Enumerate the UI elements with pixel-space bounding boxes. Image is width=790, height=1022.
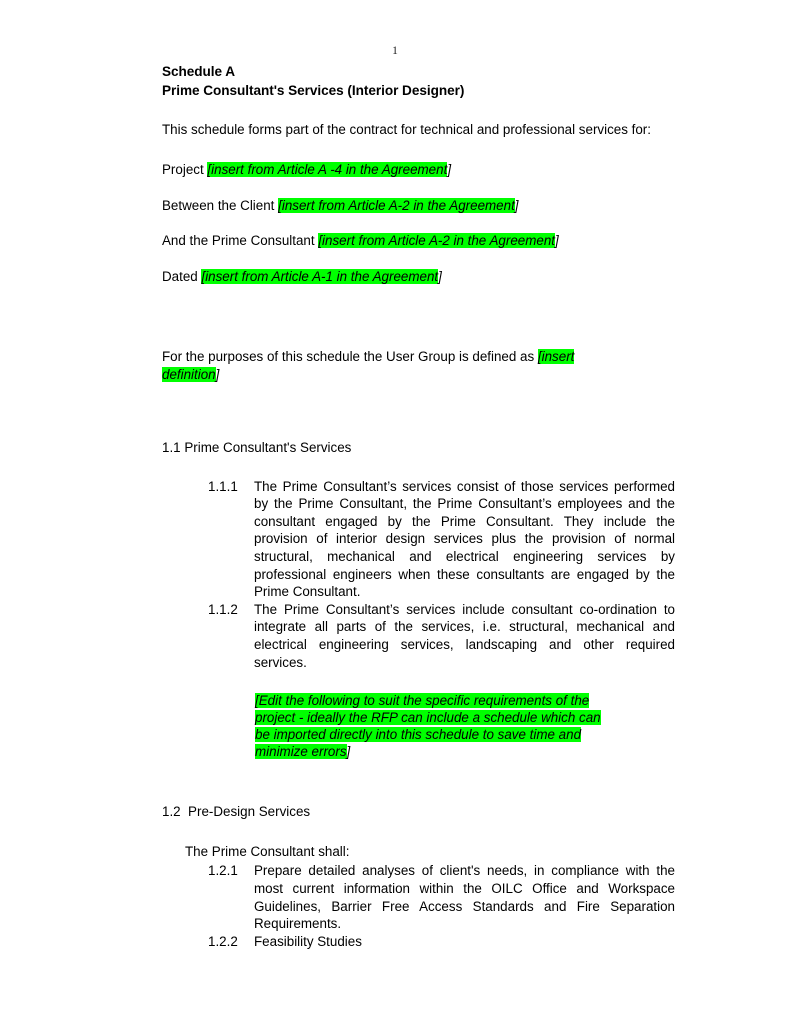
clause-1-2-1 — [162, 862, 675, 932]
clause-text: Feasibility Studies — [254, 933, 362, 949]
party-line-client — [162, 197, 675, 215]
party-label: Dated — [162, 269, 202, 285]
user-group-lead-text: For the purposes of this schedule the User Group is defined as — [162, 348, 538, 364]
note-line-3: be imported directly into this schedule to save time and — [255, 726, 582, 742]
note-line-1: [Edit the following to suit the specific requirements of the — [255, 693, 590, 709]
section-heading-1-1: 1.1 Prime Consultant's Services — [162, 439, 352, 455]
placeholder-highlight-user-group-cont[interactable]: definition — [162, 366, 216, 382]
clause-number: 1.1.1 — [208, 478, 238, 494]
page-title — [162, 62, 675, 100]
note-closing-bracket: ] — [346, 743, 351, 759]
clause-1-1-1 — [162, 478, 675, 601]
closing-bracket: ] — [215, 366, 220, 382]
placeholder-highlight-user-group[interactable]: [insert — [537, 348, 575, 364]
clause-number: 1.2.1 — [208, 863, 238, 879]
user-group-paragraph — [162, 348, 675, 384]
party-line-prime-consultant — [162, 232, 675, 250]
party-label: Project — [162, 161, 208, 177]
placeholder-highlight[interactable]: [insert from Article A-2 in the Agreement — [278, 197, 515, 213]
clause-text: The Prime Consultant’s services consist of those services performed by the Prime Consultant, the Prime Consultant’s employees and the consultant engaged by the Prime Consultant. They include the provision of interior design services plus the provision of normal structural, mechanical and electrical engineering services by professional engineers when these consultants are engaged by the Prime Consultant. — [254, 478, 675, 600]
closing-bracket: ] — [514, 197, 519, 213]
editorial-note-text — [255, 693, 675, 760]
editorial-note-block[interactable] — [255, 693, 675, 760]
note-line-4: minimize errors — [255, 743, 347, 759]
schedule-label: Schedule A — [162, 64, 236, 79]
placeholder-highlight[interactable]: [insert from Article A -4 in the Agreement — [207, 161, 448, 177]
note-line-2: project - ideally the RFP can include a schedule which can — [255, 709, 601, 725]
intro-paragraph: This schedule forms part of the contract for technical and professional services for: — [162, 122, 651, 137]
clause-number: 1.2.2 — [208, 933, 238, 949]
closing-bracket: ] — [447, 161, 452, 177]
clause-1-1-2 — [162, 601, 675, 671]
document-title: Prime Consultant's Services (Interior Designer) — [162, 83, 465, 98]
clause-1-2-2 — [162, 933, 675, 951]
party-label: And the Prime Consultant — [162, 233, 319, 249]
placeholder-highlight[interactable]: [insert from Article A-1 in the Agreement — [201, 269, 439, 285]
section-1-2-lead-in: The Prime Consultant shall: — [185, 843, 350, 859]
clause-number: 1.1.2 — [208, 601, 238, 617]
clause-text: The Prime Consultant’s services include consultant co-ordination to integrate all parts of the services, i.e. structural, mechanical and electrical engineering services, landscaping and other required services. — [254, 601, 675, 670]
placeholder-highlight[interactable]: [insert from Article A-2 in the Agreement — [318, 233, 555, 249]
party-line-dated — [162, 268, 675, 286]
section-heading-1-2: 1.2 Pre-Design Services — [162, 804, 311, 820]
party-label: Between the Client — [162, 197, 279, 213]
party-line-project — [162, 161, 675, 179]
page-number: 1 — [392, 45, 398, 57]
closing-bracket: ] — [554, 233, 559, 249]
clause-text: Prepare detailed analyses of client's needs, in compliance with the most current information within the OILC Office and Workspace Guidelines, Barrier Free Access Standards and Fire Separation Requirements. — [254, 863, 675, 932]
closing-bracket: ] — [438, 269, 442, 285]
document-content — [162, 62, 675, 950]
